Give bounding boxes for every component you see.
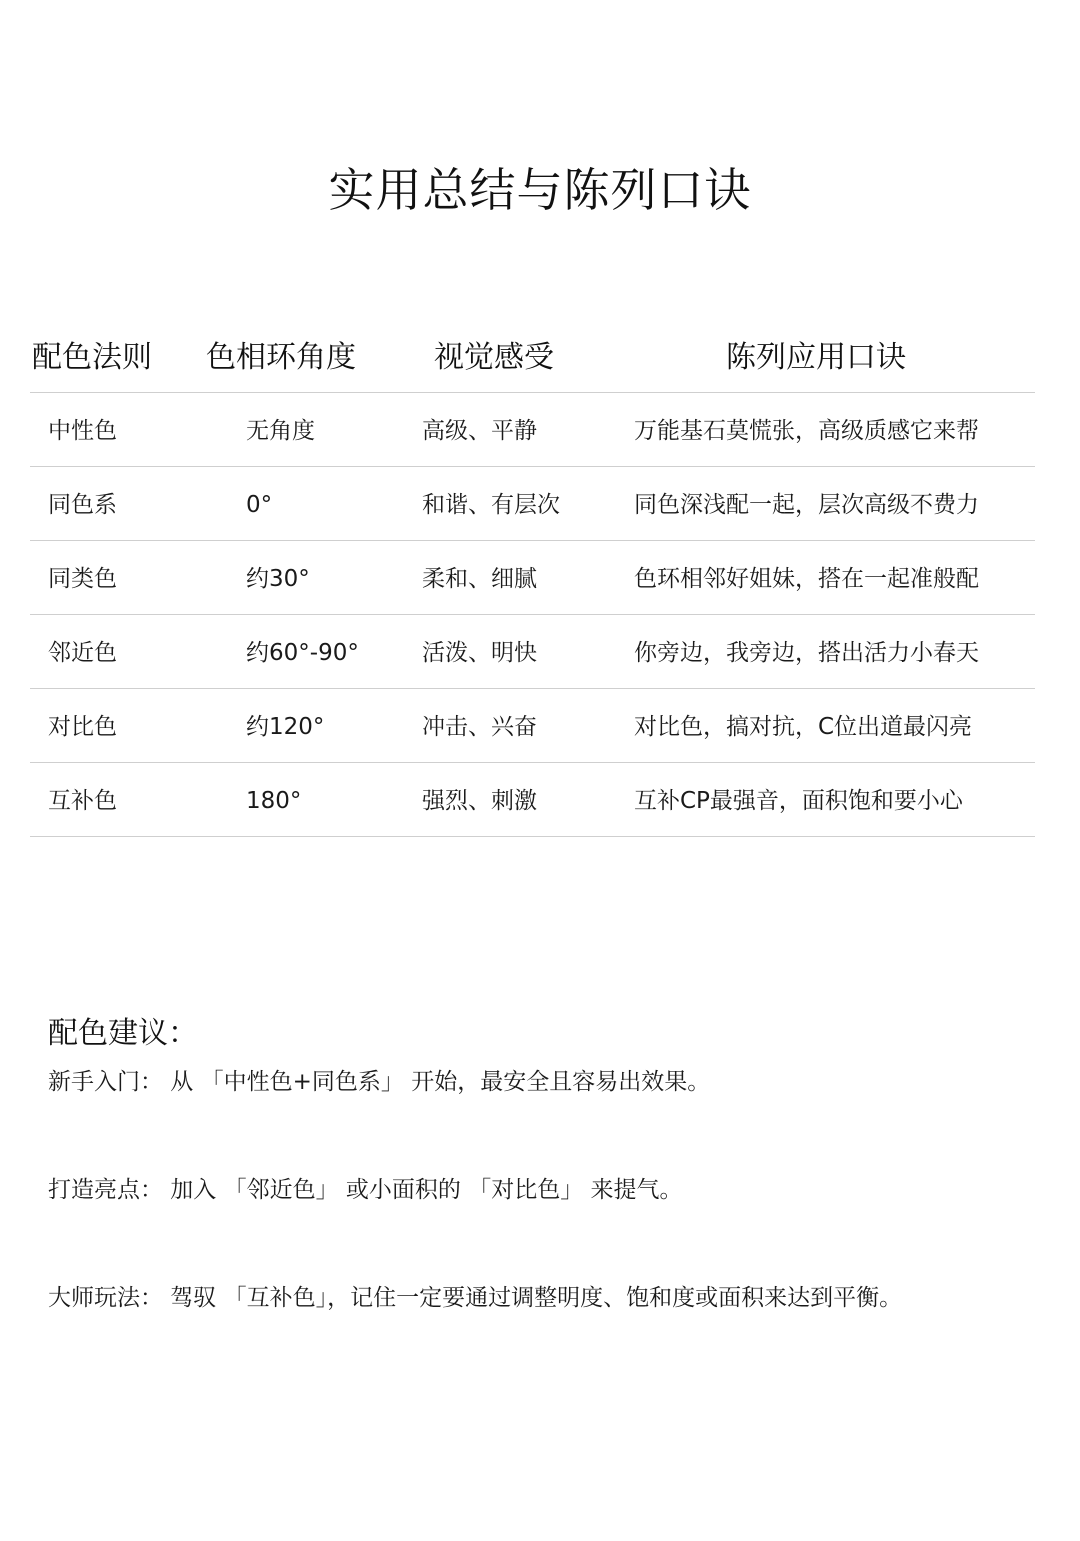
cell-rhyme: 对比色，搞对抗，C位出道最闪亮 bbox=[634, 714, 973, 740]
header-color-rule: 配色法则 bbox=[32, 340, 152, 375]
cell-feel: 冲击、兴奋 bbox=[422, 714, 537, 740]
cell-angle: 无角度 bbox=[246, 418, 315, 444]
cell-feel: 高级、平静 bbox=[422, 418, 537, 444]
cell-rule: 互补色 bbox=[48, 788, 117, 814]
cell-feel: 柔和、细腻 bbox=[422, 566, 537, 592]
table-header bbox=[30, 330, 1035, 393]
cell-rhyme: 色环相邻好姐妹，搭在一起准般配 bbox=[634, 566, 979, 592]
page-title: 实用总结与陈列口诀 bbox=[328, 163, 752, 217]
cell-rule: 同色系 bbox=[48, 492, 117, 518]
cell-rhyme: 互补CP最强音，面积饱和要小心 bbox=[634, 788, 963, 814]
color-rules-table bbox=[30, 330, 1035, 837]
cell-rhyme: 万能基石莫慌张，高级质感它来帮 bbox=[634, 418, 979, 444]
cell-feel: 活泼、明快 bbox=[422, 640, 537, 666]
table-row bbox=[30, 467, 1035, 541]
advice-item-beginner: 新手入门： 从 「中性色+同色系」 开始，最安全且容易出效果。 bbox=[48, 1069, 711, 1095]
advice-heading: 配色建议： bbox=[48, 1016, 198, 1051]
table-row bbox=[30, 689, 1035, 763]
header-visual-feel: 视觉感受 bbox=[434, 340, 554, 375]
table-row bbox=[30, 393, 1035, 467]
table-row bbox=[30, 763, 1035, 837]
advice-section bbox=[48, 1012, 1048, 1388]
cell-angle: 约30° bbox=[246, 566, 310, 592]
advice-item-highlight: 打造亮点： 加入 「邻近色」 或小面积的 「对比色」 来提气。 bbox=[48, 1177, 683, 1203]
cell-rule: 邻近色 bbox=[48, 640, 117, 666]
header-hue-angle: 色相环角度 bbox=[206, 340, 356, 375]
advice-item-master: 大师玩法： 驾驭 「互补色」，记住一定要通过调整明度、饱和度或面积来达到平衡。 bbox=[48, 1285, 903, 1311]
cell-feel: 和谐、有层次 bbox=[422, 492, 560, 518]
cell-angle: 约60°-90° bbox=[246, 640, 359, 666]
cell-angle: 180° bbox=[246, 788, 302, 814]
cell-rhyme: 同色深浅配一起，层次高级不费力 bbox=[634, 492, 979, 518]
cell-rule: 中性色 bbox=[48, 418, 117, 444]
cell-rule: 对比色 bbox=[48, 714, 117, 740]
table-row bbox=[30, 541, 1035, 615]
cell-angle: 约120° bbox=[246, 714, 325, 740]
cell-feel: 强烈、刺激 bbox=[422, 788, 537, 814]
header-display-rhyme: 陈列应用口诀 bbox=[726, 340, 906, 375]
cell-rhyme: 你旁边，我旁边，搭出活力小春天 bbox=[634, 640, 979, 666]
cell-rule: 同类色 bbox=[48, 566, 117, 592]
table-row bbox=[30, 615, 1035, 689]
cell-angle: 0° bbox=[246, 492, 273, 518]
